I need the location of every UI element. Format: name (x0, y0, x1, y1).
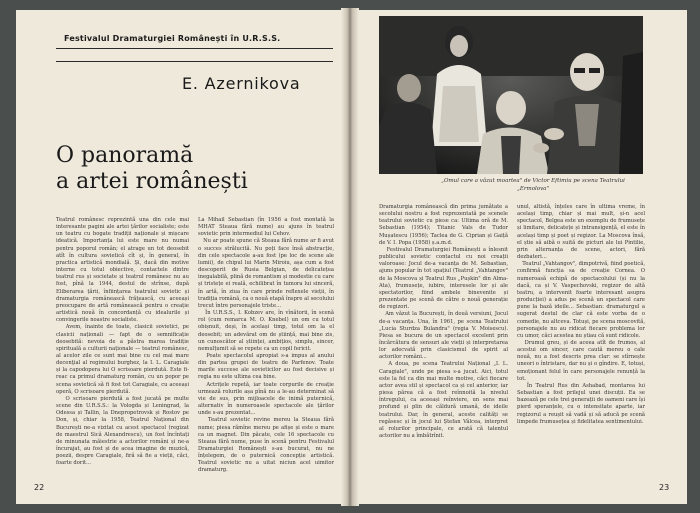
header-rule-lower (56, 61, 333, 62)
left-column-2: La Mihail Sebastian (în 1956 a fost montată la MHAT Steaua fără nume) au ajuns în teatrul sovietic prin intermediul lui Cehov. Nu ar poate spune că Steaua fără nume ar fi avut o succes strălucită. Nu poți face însă abstracție, din cele spectacole a-au fost (pe loc de scene ale lumii), de chipul lui Marin Miroiu, așa cum a fost descoperit de Rusia Belgian, de delicatețea inegalabilă, plină de romantism și modestie cu care și tristețe ei reală, echilibrat în tumora lui sinceră, în artă, în ziua în care prinde reflexele vieții, în tradiția română, ca o nouă etapă înspre al secolului trecut între personajele triste... În U.R.S.S., I. Kobzev are, în vînătorii, în scenă rol (cum remarca M. O. Knebel) un om cu totul obișnuit, deși, în același timp, totul om la el deosebit; un adevărat om de știință, mai bine zis, un cunoscător al științei, ambițios, simplu, sincer, nemulțumit să se repete ca un copil fericit. Poate spectacolul apropiat s-a impus al anului din partea grupei de teatru de Parfenov. Toate marile succese ale sovieticilor au fost decisive și regia nu este ultima cea bine. Actrițele repetă, iar toate corpurile de creație urmează rolurile așa pînă nu a le-au determinat să vie de sus, prin mijloacele de inimă puternică, alternativ în numeroasele spectacole ale țărilor unde s-au prezentat... Teatrul sovietic revine mereu la Steaua fără nume; piesa rămîne mereu pe afișe și este o mare ca un magnet. Din păcate, cele 16 spectacole cu Steaua fără nume, puse în scenă pentru Festivalul Dramaturgiei Românești s-au bucurat, nu ne înțelegem, de o puternică concepție artistică. Teatrul sovietic nu a uitat niciun acel uimitor dramaturg. (198, 217, 334, 474)
article-title-line-2: a artei românești (56, 169, 248, 194)
stage-photograph (379, 16, 643, 174)
photo-caption: „Omul care a văzut moartea" de Victor Eftimiu pe scena Teatrului „Ermolova" (441, 178, 625, 192)
article-author: E. Azernikova (182, 74, 301, 93)
left-column-1: Teatrul românesc reprezintă una din cele mai interesante pagini ale artei țărilor socialiste; este un teatru cu bogate tradiții naționale și mișcare ideatică. Importanța lui este mare nu numai pentru poporul român; el atrage un tot deosebit atît în cultura sovietică cît și, în general, în practica artistică mondială. Și, dacă din motive interne cu totul obiective, contactele dintre teatrul rus și societate și teatrul românesc nu au fost, pînă la 1944, destul de strînse, după Eliberarea țării, înființarea teatrului sovietic și dramaturgia românească frățească, cu aceeași preocupare de artă românească pentru o creație artistică nouă în concordanță cu idealurile și convingerile noastre socialiste. Avem, înainte de toate, clasicii sovietici, pe clasicii naționali — fapt de o semnificație deosebită: nevoia de a păstra marea tradiție spirituală a culturii naționale — teatrul românesc, al acelor zile ce sunt mai bine cu cel mai mare decenţial al regimului burghez, la I. L. Caragiale și la capodopera lui O scrisoare pierdută. Este fi-reac ca primul dramaturg român, cu un popor pe scena sovietică să fi fost tot Caragiale, cu aceeași operă, O scrisoare pierdută. O scrisoare pierdută a fost jucată pe multe scene din U.R.S.S.: la Vologda și Leningrad, la Odessa și Tallin, la Dnepropetrovsk și Rostov pe Don, și, chiar la 1958, Teatrul Național din București ne-a vizitat cu acest spectacol (regizat de maestrul Sică Alexandrescu), un fost încîntați de minunata măiestrie a actorilor români și ne-a încurajat, au fost și de acea imagine de muzică, poezii, despre Caragiale, firă să fie a vieții, căci, foarte dorit... (56, 217, 189, 467)
right-column-1: Dramaturgia românească din prima jumătate a secolului nostru a fost reprezentată pe scenele teatrului sovietic cu piese ca: Ultima oră de M. Sebastian (1954); Titanic Vals de Tudor Mușatescu (1956); Taclea de G. Ciprian și Gaiță de V. I. Popa (1958) ș.a.m.d. Festivalul Dramaturgiei Românești a înlesnit publicului sovietic contactul cu noi creații valoroase: Jocul de-a vacanța de M. Sebastian, ajuns popular în tot spațiul (Teatrul „Vahtangov" de la Moscova și Teatrul Rus „Pușkin" din Alma-Ata), frumusețe, iubire, interesele lor și ale spectatorilor, fiind ambele binevenite și prezentate pe scenă de către o nouă generație de regizori. Am văzut la București, în două versiuni, Jocul de-a vacanța. Una, în 1961, pe scena Teatrului „Lucia Sturdza Bulandra" (regia V. Moisescu). Piesa se bucura de un spectacol excelent prin încărcătura de sensuri ale vieții și interpretarea lor adecvată prin clasicismul de spirit al actorilor români... A doua, pe scena Teatrului Național „I. L. Caragiale", unde pe piesa s-a jucat. Aici, totul este la fel ca din mai multe motive, căci fiecare actor avea stil și spectacol ca și cel anterior, iar piesa părea că a fost reînnoită la nivelul întregului, ca aceeași reînviere, un sens mai profund și plin de căldură umană, de ideile teatrului. Dar, în general, aceste calități se regăsesc și în jocul lui Ștefan Vâlcea, interpret al rolurilor principale, ce arată că talentul actorilor nu a îmbătrînit. (379, 204, 508, 439)
page-number-left: 22 (34, 483, 45, 492)
photo-illustration (379, 16, 643, 174)
left-page (16, 10, 347, 504)
right-column-2: unul, altistă, înțeles care în ultima vreme, în același timp, chiar și mai mult, și-n acel spectacol, Belgea este un exemplu de frumusețe și limitare, delicatețe și intransigență, el este în același timp și poet și regizor. La Moscova însă, el știe să aibă o suită de picturi ale lui Pintilie, prin alternanța de scene, actori, fără dezbateri... Teatrul „Vahtangov", dimpotrivă, fiind poetică, confirmă funcția sa de creație Cornea. O numeroasă echipă de spectacolului (și nu la dacă, ca și V. Vaspechovski, regizor de altă teatru, a intervenit foarte interesant asupra producției) a adus pe scenă un spectacol care pune la bază ideile... Sebastian: dramaturgul a sugerat destul de clar că este vorba de o comedie, nu altceva. Totuși, pe scena moscovită, personajele nu au ridicat fiecare problema lor cu umor, căci acestea nu știau că sunt ridicole. Drumul greu, și de aceea atît de frumos, al acestui om sincer, care caută mereu o cale nouă, nu a fost descris prea clar: se stîrnește uneori o întristare, dar nu și o gîndire. E, totuși, emoționant felul în care personajele renunță la tot. În Teatrul Rus din Ashabad, montarea lui Sebastian a fost prilejul unei discuții. Ea se bazează pe cele trei generații de oameni care își pierd speranțele, cu o intensitate aparte, iar regizorul a reușit să vadă și să aducă pe scenă limpede frumusețea și fidelitatea sentimentului. (517, 204, 645, 425)
header-rule (56, 48, 333, 49)
article-title (56, 143, 248, 195)
festival-header: Festivalul Dramaturgiei Românești în U.R.S.S. (64, 34, 281, 43)
book-spine (341, 8, 359, 506)
article-title-line-1: O panoramă (56, 143, 194, 168)
page-number-right: 23 (659, 483, 670, 492)
right-page (353, 10, 687, 504)
